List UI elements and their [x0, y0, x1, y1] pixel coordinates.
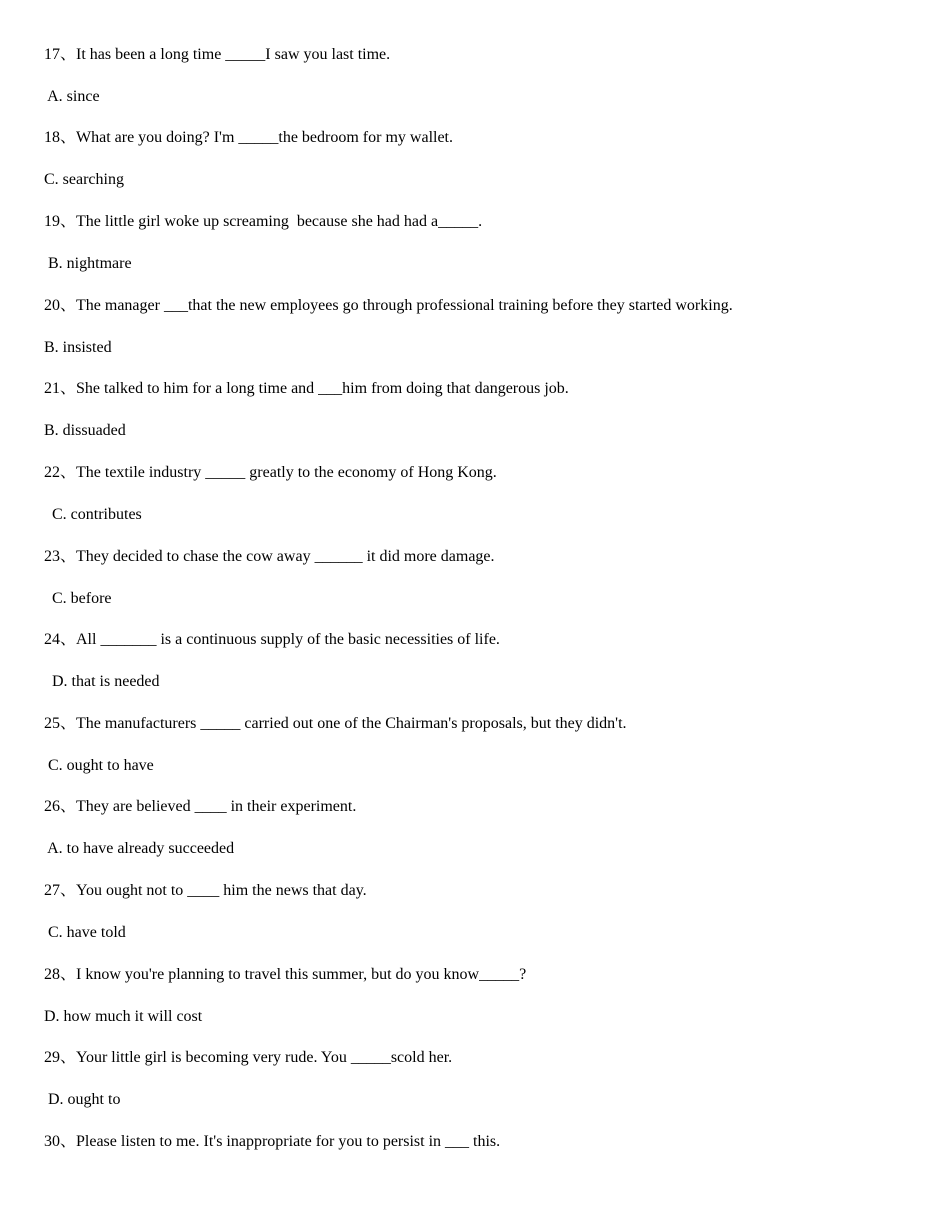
answer-18: C. searching [44, 171, 124, 188]
answer-27: C. have told [44, 924, 126, 941]
answer-19: B. nightmare [44, 255, 132, 272]
question-20: 20、The manager ___that the new employees go through professional training before they started working. [44, 297, 733, 314]
answer-21: B. dissuaded [44, 422, 126, 439]
answer-17: A. since [44, 88, 100, 105]
answer-23: C. before [44, 590, 112, 607]
question-21: 21、She talked to him for a long time and ___him from doing that dangerous job. [44, 380, 569, 397]
question-27: 27、You ought not to ____ him the news that day. [44, 882, 367, 899]
answer-22: C. contributes [44, 506, 142, 523]
question-25: 25、The manufacturers _____ carried out one of the Chairman's proposals, but they didn't. [44, 715, 627, 732]
question-28: 28、I know you're planning to travel this summer, but do you know_____? [44, 966, 527, 983]
question-22: 22、The textile industry _____ greatly to the economy of Hong Kong. [44, 464, 497, 481]
question-18: 18、What are you doing? I'm _____the bedroom for my wallet. [44, 129, 454, 146]
question-29: 29、Your little girl is becoming very rude. You _____scold her. [44, 1049, 453, 1066]
answer-26: A. to have already succeeded [44, 840, 235, 857]
question-24: 24、All _______ is a continuous supply of the basic necessities of life. [44, 631, 500, 648]
answer-29: D. ought to [44, 1091, 121, 1108]
question-30: 30、Please listen to me. It's inappropriate for you to persist in ___ this. [44, 1133, 501, 1150]
question-26: 26、They are believed ____ in their experiment. [44, 798, 357, 815]
answer-25: C. ought to have [44, 757, 154, 774]
answer-24: D. that is needed [44, 673, 160, 690]
question-19: 19、The little girl woke up screaming because she had had a_____. [44, 213, 483, 230]
answer-20: B. insisted [44, 339, 112, 356]
question-17: 17、It has been a long time _____I saw you last time. [44, 46, 391, 63]
answer-28: D. how much it will cost [44, 1008, 203, 1025]
question-23: 23、They decided to chase the cow away ______ it did more damage. [44, 548, 495, 565]
